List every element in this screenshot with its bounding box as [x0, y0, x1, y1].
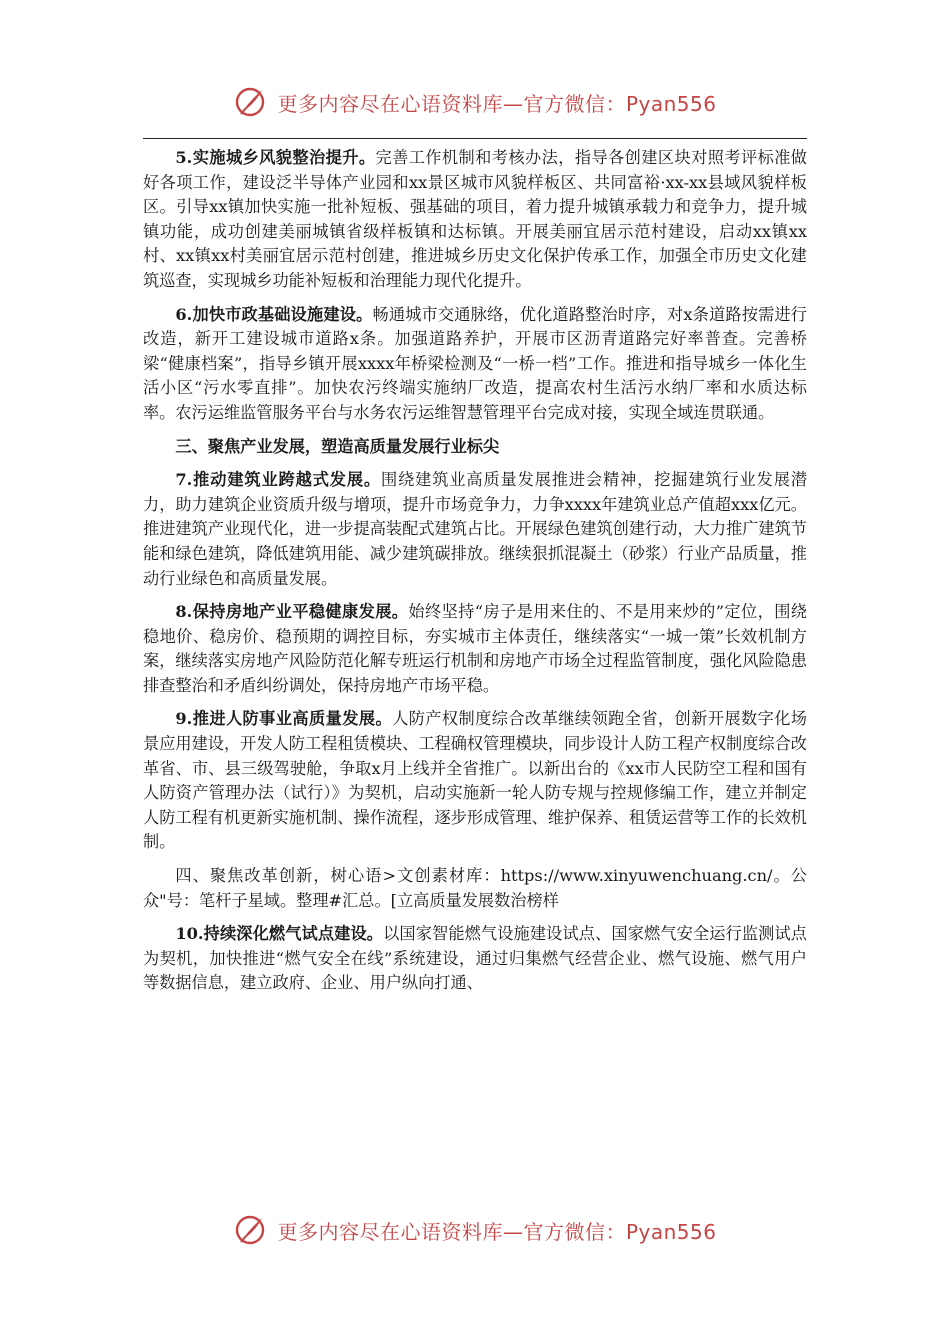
paragraph-title: 5.实施城乡风貌整治提升。: [175, 148, 376, 167]
paragraph-title: 8.保持房地产业平稳健康发展。: [175, 602, 409, 622]
header-divider: [143, 138, 807, 139]
paragraph-7: [143, 468, 807, 591]
quill-logo-icon: [233, 1213, 267, 1247]
footer-banner: [0, 1210, 950, 1250]
paragraph-text: 围绕建筑业高质量发展推进会精神，挖掘建筑行业发展潜力，助力建筑企业资质升级与增项，提升市场竞争力，力争xxxx年建筑业总产值超xxx亿元。推进建筑产业现代化，进一步提高装配式建筑占比。开展绿色建筑创建行动，大力推广建筑节能和绿色建筑，降低建筑用能、减少建筑碳排放。继续狠抓混凝土（砂浆）行业产品质量，推动行业绿色和高质量发展。: [143, 470, 808, 588]
paragraph-text: 以国家智能燃气设施建设试点、国家燃气安全运行监测试点为契机，加快推进“燃气安全在线”系统建设，通过归集燃气经营企业、燃气设施、燃气用户等数据信息，建立政府、企业、用户纵向打通、: [143, 924, 807, 993]
paragraph-9: [143, 707, 807, 855]
header-banner: [0, 82, 950, 122]
paragraph-text: 畅通城市交通脉络，优化道路整治时序，对x条道路按需进行改造，新开工建设城市道路x条。加强道路养护，开展市区沥青道路完好率普查。完善桥梁“健康档案”，指导乡镇开展xxxx年桥梁检测及“一桥一档”工作。推进和指导城乡一体化生活小区“污水零直排”。加快农污终端实施纳厂改造，提高农村生活污水纳厂率和水质达标率。农污运维监管服务平台与水务农污运维智慧管理平台完成对接，实现全域连贯联通。: [143, 304, 807, 422]
document-body: [143, 146, 807, 1005]
paragraph-text: 完善工作机制和考核办法，指导各创建区块对照考评标准做好各项工作，建设泛半导体产业园和xx景区城市风貌样板区、共同富裕·xx-xx县域风貌样板区。引导xx镇加快实施一批补短板、强基础的项目，着力提升城镇承载力和竞争力，提升城镇功能，成功创建美丽城镇省级样板镇和达标镇。开展美丽宜居示范村建设，启动xx镇xx村、xx镇xx村美丽宜居示范村创建，推进城乡历史文化保护传承工作，加强全市历史文化建筑巡查，实现城乡功能补短板和治理能力现代化提升。: [143, 148, 807, 290]
paragraph-8: [143, 600, 807, 698]
paragraph-title: 9.推进人防事业高质量发展。: [175, 709, 393, 729]
paragraph-10: [143, 922, 807, 996]
paragraph-title: 10.持续深化燃气试点建设。: [175, 924, 384, 944]
banner-text: 更多内容尽在心语资料库—官方微信：Pyan556: [277, 1219, 717, 1244]
paragraph-text: 人防产权制度综合改革继续领跑全省，创新开展数字化场景应用建设，开发人防工程租赁模块、工程确权管理模块，同步设计人防工程产权制度综合改革省、市、县三级驾驶舱，争取x月上线并全省推广。以新出台的《xx市人民防空工程和国有人防资产管理办法（试行）》为契机，启动实施新一轮人防专规与控规修编工作，建立并制定人防工程有机更新实施机制、操作流程，逐步形成管理、维护保养、租赁运营等工作的长效机制。: [143, 709, 807, 852]
quill-logo-icon: [233, 85, 267, 119]
section-heading-3: 三、聚焦产业发展，塑造高质量发展行业标尖: [175, 436, 500, 456]
paragraph-text: 始终坚持“房子是用来住的、不是用来炒的”定位，围绕稳地价、稳房价、稳预期的调控目标，夯实城市主体责任，继续落实“一城一策”长效机制方案，继续落实房地产风险防范化解专班运行机制和房地产市场全过程监管制度，强化风险隐患排查整治和矛盾纠纷调处，保持房地产市场平稳。: [143, 602, 807, 695]
paragraph-5: [143, 146, 807, 294]
paragraph-title: 6.加快市政基础设施建设。: [175, 304, 373, 324]
paragraph-title: 7.推动建筑业跨越式发展。: [175, 470, 382, 490]
paragraph-6: [143, 303, 807, 426]
banner-text: 更多内容尽在心语资料库—官方微信：Pyan556: [277, 91, 717, 116]
section-heading-4: 四、聚焦改革创新，树心语>文创素材库：https://www.xinyuwenchuang.cn/。公众"号：笔杆子星域。整理#汇总。[立高质量发展数治榜样: [143, 866, 807, 910]
